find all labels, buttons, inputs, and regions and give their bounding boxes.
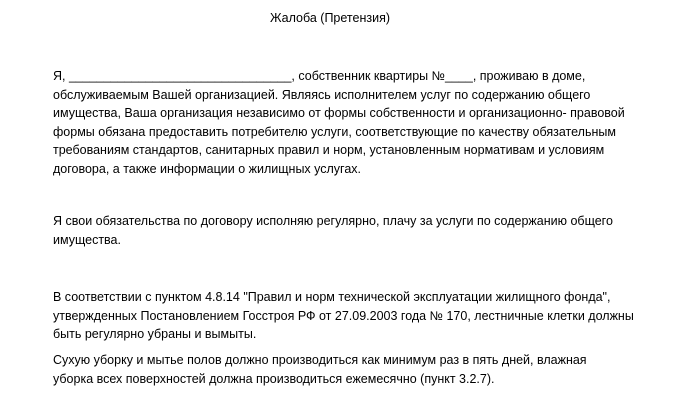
text-line: Я, ________________________________, собственник квартиры №____, проживаю в доме, bbox=[53, 69, 586, 83]
text-line: договора, а также информации о жилищных услугах. bbox=[53, 161, 362, 176]
text-line: обслуживаемым Вашей организацией. Являясь исполнителем услуг по содержанию общего bbox=[53, 87, 591, 102]
paragraph-regulations bbox=[53, 288, 673, 344]
text-line: требованиям стандартов, санитарных правил и норм, установленным нормативам и условиям bbox=[53, 143, 605, 158]
text-line: утвержденных Постановлением Госстроя РФ от 27.09.2003 года № 170, лестничные клетки должны bbox=[53, 308, 634, 323]
paragraph-owner-statement bbox=[53, 67, 673, 179]
text-line: В соответствии с пунктом 4.8.14 "Правил и норм технической эксплуатации жилищного фонда", bbox=[53, 290, 611, 304]
paragraph-obligations bbox=[53, 212, 673, 249]
text-line: имущества. bbox=[53, 232, 121, 247]
text-line: имущества, Ваша организация независимо от формы собственности и организационно- правовой bbox=[53, 106, 625, 121]
text-line: Я свои обязательства по договору исполняю регулярно, плачу за услуги по содержанию общего bbox=[53, 214, 613, 228]
text-line: быть регулярно убраны и вымыты. bbox=[53, 327, 257, 342]
paragraph-cleaning-schedule bbox=[53, 351, 673, 388]
text-line: уборка всех поверхностей должна производиться ежемесячно (пункт 3.2.7). bbox=[53, 371, 495, 386]
text-line: формы обязана предоставить потребителю услуги, соответствующие по качеству обязательным bbox=[53, 124, 616, 139]
text-line: Сухую уборку и мытье полов должно производиться как минимум раз в пять дней, влажная bbox=[53, 353, 587, 367]
document-title: Жалоба (Претензия) bbox=[269, 11, 391, 25]
